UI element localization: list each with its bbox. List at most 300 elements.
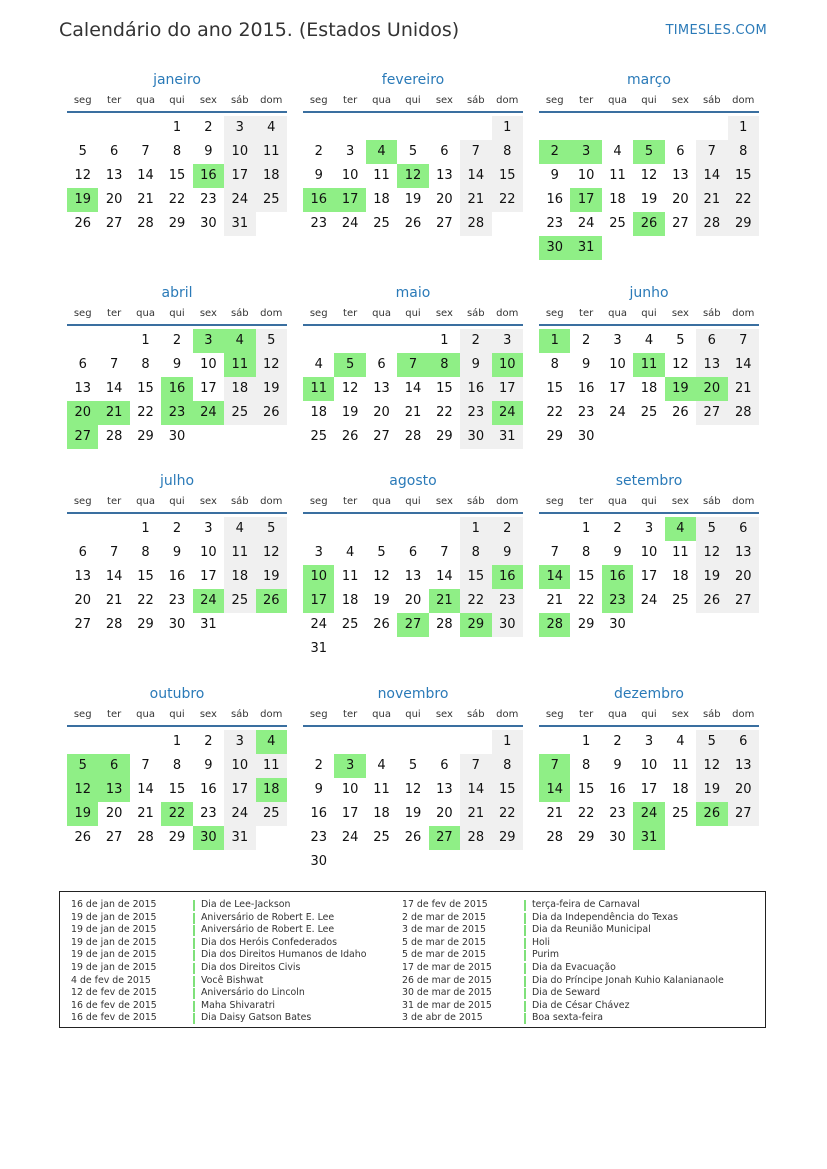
day-cell[interactable]: 7	[109, 545, 119, 560]
day-cell[interactable]: 26	[404, 216, 422, 231]
day-cell[interactable]: 17	[224, 778, 255, 802]
day-cell[interactable]: 14	[137, 782, 154, 797]
day-cell[interactable]: 15	[546, 381, 563, 396]
day-cell[interactable]: 1	[440, 333, 449, 348]
day-cell[interactable]: 26	[672, 405, 689, 420]
day-cell[interactable]: 3	[224, 730, 255, 754]
day-cell[interactable]: 26	[74, 830, 91, 845]
day-cell[interactable]: 9	[550, 168, 559, 183]
day-cell[interactable]: 21	[696, 188, 727, 212]
day-cell[interactable]: 19	[256, 565, 287, 589]
day-cell[interactable]: 30	[577, 429, 595, 444]
brand-logo[interactable]: TIMESLES.COM	[665, 23, 767, 38]
day-cell[interactable]: 17	[200, 381, 217, 396]
day-cell[interactable]: 19	[373, 593, 390, 608]
day-cell[interactable]: 13	[696, 353, 727, 377]
day-cell[interactable]: 29	[137, 617, 154, 632]
day-cell[interactable]: 6	[377, 357, 386, 372]
day-cell[interactable]: 15	[728, 164, 759, 188]
day-cell[interactable]: 13	[74, 381, 91, 396]
day-cell[interactable]: 17	[640, 782, 658, 797]
day-cell[interactable]: 21	[546, 593, 563, 608]
day-cell[interactable]: 25	[373, 216, 390, 231]
day-cell[interactable]: 15	[168, 782, 186, 797]
day-cell[interactable]: 19	[256, 377, 287, 401]
day-cell[interactable]: 13	[74, 569, 91, 584]
day-cell[interactable]: 8	[492, 754, 523, 778]
day-cell[interactable]: 15	[492, 164, 523, 188]
holiday-day-cell[interactable]: 5	[633, 140, 664, 164]
day-cell[interactable]: 29	[492, 826, 523, 850]
holiday-day-cell[interactable]: 12	[67, 778, 98, 802]
day-cell[interactable]: 8	[460, 541, 491, 565]
day-cell[interactable]: 4	[314, 357, 323, 372]
day-cell[interactable]: 2	[172, 333, 182, 348]
day-cell[interactable]: 29	[168, 216, 186, 231]
holiday-day-cell[interactable]: 19	[665, 377, 696, 401]
day-cell[interactable]: 4	[224, 517, 255, 541]
day-cell[interactable]: 2	[204, 734, 213, 749]
day-cell[interactable]: 6	[78, 357, 87, 372]
day-cell[interactable]: 31	[200, 617, 217, 632]
holiday-day-cell[interactable]: 2	[539, 140, 570, 164]
holiday-day-cell[interactable]: 16	[303, 188, 334, 212]
day-cell[interactable]: 9	[581, 357, 591, 372]
day-cell[interactable]: 11	[341, 569, 359, 584]
day-cell[interactable]: 10	[224, 140, 255, 164]
day-cell[interactable]: 6	[728, 517, 759, 541]
day-cell[interactable]: 16	[609, 782, 626, 797]
day-cell[interactable]: 5	[377, 545, 386, 560]
day-cell[interactable]: 6	[676, 144, 685, 159]
day-cell[interactable]: 27	[696, 401, 727, 425]
day-cell[interactable]: 20	[105, 806, 123, 821]
holiday-day-cell[interactable]: 24	[492, 401, 523, 425]
day-cell[interactable]: 20	[728, 778, 759, 802]
day-cell[interactable]: 14	[460, 778, 491, 802]
day-cell[interactable]: 27	[74, 617, 91, 632]
holiday-day-cell[interactable]: 3	[570, 140, 601, 164]
day-cell[interactable]: 12	[373, 569, 390, 584]
day-cell[interactable]: 1	[492, 730, 523, 754]
day-cell[interactable]: 3	[204, 521, 213, 536]
day-cell[interactable]: 20	[436, 806, 453, 821]
day-cell[interactable]: 26	[404, 830, 422, 845]
day-cell[interactable]: 5	[696, 730, 727, 754]
day-cell[interactable]: 12	[256, 353, 287, 377]
day-cell[interactable]: 11	[373, 168, 390, 183]
holiday-day-cell[interactable]: 27	[397, 613, 428, 637]
day-cell[interactable]: 23	[492, 589, 523, 613]
day-cell[interactable]: 21	[460, 188, 491, 212]
day-cell[interactable]: 11	[609, 168, 626, 183]
day-cell[interactable]: 19	[341, 405, 359, 420]
day-cell[interactable]: 22	[492, 802, 523, 826]
day-cell[interactable]: 29	[577, 617, 595, 632]
holiday-day-cell[interactable]: 4	[224, 329, 255, 353]
day-cell[interactable]: 15	[137, 569, 154, 584]
holiday-day-cell[interactable]: 20	[696, 377, 727, 401]
day-cell[interactable]: 9	[204, 758, 213, 773]
day-cell[interactable]: 29	[137, 429, 154, 444]
day-cell[interactable]: 20	[105, 192, 123, 207]
day-cell[interactable]: 8	[172, 144, 182, 159]
day-cell[interactable]: 21	[137, 192, 154, 207]
day-cell[interactable]: 17	[224, 164, 255, 188]
day-cell[interactable]: 25	[609, 216, 626, 231]
holiday-day-cell[interactable]: 7	[397, 353, 428, 377]
day-cell[interactable]: 10	[341, 782, 359, 797]
day-cell[interactable]: 30	[460, 425, 491, 449]
holiday-day-cell[interactable]: 4	[366, 140, 397, 164]
day-cell[interactable]: 15	[137, 381, 154, 396]
day-cell[interactable]: 13	[105, 168, 123, 183]
day-cell[interactable]: 1	[728, 116, 759, 140]
holiday-day-cell[interactable]: 27	[67, 425, 98, 449]
day-cell[interactable]: 21	[460, 802, 491, 826]
day-cell[interactable]: 2	[581, 333, 591, 348]
day-cell[interactable]: 17	[200, 569, 217, 584]
day-cell[interactable]: 7	[141, 758, 150, 773]
day-cell[interactable]: 12	[256, 541, 287, 565]
holiday-day-cell[interactable]: 10	[492, 353, 523, 377]
day-cell[interactable]: 21	[105, 593, 123, 608]
day-cell[interactable]: 25	[256, 802, 287, 826]
day-cell[interactable]: 31	[310, 641, 327, 656]
day-cell[interactable]: 30	[168, 617, 186, 632]
day-cell[interactable]: 5	[696, 517, 727, 541]
holiday-day-cell[interactable]: 17	[334, 188, 365, 212]
day-cell[interactable]: 10	[200, 545, 217, 560]
day-cell[interactable]: 9	[314, 782, 323, 797]
day-cell[interactable]: 30	[200, 216, 217, 231]
day-cell[interactable]: 26	[341, 429, 359, 444]
day-cell[interactable]: 24	[609, 405, 626, 420]
holiday-day-cell[interactable]: 20	[67, 401, 98, 425]
holiday-day-cell[interactable]: 16	[602, 565, 633, 589]
day-cell[interactable]: 3	[224, 116, 255, 140]
day-cell[interactable]: 9	[172, 357, 182, 372]
day-cell[interactable]: 8	[581, 758, 591, 773]
day-cell[interactable]: 31	[224, 212, 255, 236]
holiday-day-cell[interactable]: 31	[570, 236, 601, 260]
day-cell[interactable]: 23	[200, 192, 217, 207]
day-cell[interactable]: 26	[256, 401, 287, 425]
day-cell[interactable]: 12	[640, 168, 658, 183]
day-cell[interactable]: 21	[137, 806, 154, 821]
holiday-day-cell[interactable]: 5	[67, 754, 98, 778]
day-cell[interactable]: 25	[640, 405, 658, 420]
day-cell[interactable]: 1	[172, 120, 182, 135]
day-cell[interactable]: 6	[78, 545, 87, 560]
day-cell[interactable]: 13	[404, 569, 422, 584]
day-cell[interactable]: 13	[436, 168, 453, 183]
day-cell[interactable]: 14	[105, 569, 123, 584]
day-cell[interactable]: 10	[224, 754, 255, 778]
day-cell[interactable]: 28	[105, 617, 123, 632]
day-cell[interactable]: 20	[672, 192, 689, 207]
day-cell[interactable]: 2	[460, 329, 491, 353]
holiday-day-cell[interactable]: 4	[256, 730, 287, 754]
day-cell[interactable]: 24	[341, 216, 359, 231]
day-cell[interactable]: 25	[310, 429, 327, 444]
day-cell[interactable]: 7	[440, 545, 449, 560]
day-cell[interactable]: 15	[577, 782, 595, 797]
holiday-day-cell[interactable]: 14	[539, 565, 570, 589]
day-cell[interactable]: 12	[341, 381, 359, 396]
day-cell[interactable]: 3	[314, 545, 323, 560]
holiday-day-cell[interactable]: 18	[256, 778, 287, 802]
day-cell[interactable]: 19	[404, 806, 422, 821]
day-cell[interactable]: 28	[137, 216, 154, 231]
day-cell[interactable]: 23	[460, 401, 491, 425]
day-cell[interactable]: 1	[141, 333, 150, 348]
day-cell[interactable]: 8	[492, 140, 523, 164]
day-cell[interactable]: 1	[141, 521, 150, 536]
day-cell[interactable]: 14	[137, 168, 154, 183]
holiday-day-cell[interactable]: 28	[539, 613, 570, 637]
holiday-day-cell[interactable]: 11	[633, 353, 664, 377]
day-cell[interactable]: 27	[105, 216, 123, 231]
day-cell[interactable]: 24	[640, 593, 658, 608]
day-cell[interactable]: 3	[644, 734, 654, 749]
day-cell[interactable]: 18	[672, 782, 689, 797]
holiday-day-cell[interactable]: 11	[303, 377, 334, 401]
day-cell[interactable]: 20	[404, 593, 422, 608]
day-cell[interactable]: 25	[224, 401, 255, 425]
day-cell[interactable]: 15	[436, 381, 453, 396]
day-cell[interactable]: 2	[613, 521, 622, 536]
day-cell[interactable]: 28	[460, 212, 491, 236]
day-cell[interactable]: 16	[460, 377, 491, 401]
day-cell[interactable]: 17	[609, 381, 626, 396]
day-cell[interactable]: 29	[436, 429, 453, 444]
day-cell[interactable]: 16	[577, 381, 595, 396]
day-cell[interactable]: 15	[577, 569, 595, 584]
day-cell[interactable]: 29	[577, 830, 595, 845]
holiday-day-cell[interactable]: 24	[193, 589, 224, 613]
day-cell[interactable]: 10	[341, 168, 359, 183]
day-cell[interactable]: 10	[577, 168, 595, 183]
day-cell[interactable]: 6	[728, 730, 759, 754]
day-cell[interactable]: 4	[676, 734, 685, 749]
day-cell[interactable]: 9	[460, 353, 491, 377]
day-cell[interactable]: 1	[492, 116, 523, 140]
day-cell[interactable]: 5	[408, 758, 418, 773]
holiday-day-cell[interactable]: 4	[665, 517, 696, 541]
day-cell[interactable]: 27	[436, 216, 453, 231]
day-cell[interactable]: 18	[672, 569, 689, 584]
day-cell[interactable]: 8	[141, 545, 150, 560]
day-cell[interactable]: 18	[373, 806, 390, 821]
day-cell[interactable]: 20	[373, 405, 390, 420]
day-cell[interactable]: 22	[460, 589, 491, 613]
day-cell[interactable]: 23	[609, 806, 626, 821]
day-cell[interactable]: 25	[256, 188, 287, 212]
holiday-day-cell[interactable]: 27	[429, 826, 460, 850]
day-cell[interactable]: 23	[577, 405, 595, 420]
day-cell[interactable]: 7	[460, 140, 491, 164]
day-cell[interactable]: 17	[640, 569, 658, 584]
day-cell[interactable]: 24	[310, 617, 327, 632]
day-cell[interactable]: 12	[696, 541, 727, 565]
day-cell[interactable]: 5	[676, 333, 685, 348]
day-cell[interactable]: 28	[696, 212, 727, 236]
day-cell[interactable]: 18	[256, 164, 287, 188]
day-cell[interactable]: 3	[613, 333, 622, 348]
holiday-day-cell[interactable]: 7	[539, 754, 570, 778]
day-cell[interactable]: 31	[492, 425, 523, 449]
day-cell[interactable]: 11	[224, 541, 255, 565]
day-cell[interactable]: 22	[436, 405, 453, 420]
day-cell[interactable]: 22	[577, 806, 595, 821]
day-cell[interactable]: 26	[373, 617, 390, 632]
day-cell[interactable]: 7	[728, 329, 759, 353]
day-cell[interactable]: 8	[141, 357, 150, 372]
holiday-day-cell[interactable]: 29	[460, 613, 491, 637]
day-cell[interactable]: 15	[168, 168, 186, 183]
day-cell[interactable]: 9	[492, 541, 523, 565]
holiday-day-cell[interactable]: 26	[696, 802, 727, 826]
holiday-day-cell[interactable]: 19	[67, 802, 98, 826]
day-cell[interactable]: 4	[345, 545, 355, 560]
day-cell[interactable]: 5	[78, 144, 87, 159]
day-cell[interactable]: 6	[440, 144, 449, 159]
day-cell[interactable]: 5	[408, 144, 418, 159]
day-cell[interactable]: 9	[314, 168, 323, 183]
day-cell[interactable]: 18	[609, 192, 626, 207]
day-cell[interactable]: 27	[105, 830, 123, 845]
day-cell[interactable]: 23	[546, 216, 563, 231]
day-cell[interactable]: 3	[644, 521, 654, 536]
holiday-day-cell[interactable]: 16	[161, 377, 192, 401]
holiday-day-cell[interactable]: 31	[633, 826, 664, 850]
day-cell[interactable]: 23	[168, 593, 186, 608]
holiday-day-cell[interactable]: 13	[98, 778, 129, 802]
day-cell[interactable]: 16	[310, 806, 327, 821]
day-cell[interactable]: 2	[314, 758, 323, 773]
day-cell[interactable]: 24	[577, 216, 595, 231]
day-cell[interactable]: 12	[672, 357, 689, 372]
day-cell[interactable]: 24	[224, 188, 255, 212]
day-cell[interactable]: 13	[436, 782, 453, 797]
day-cell[interactable]: 4	[377, 758, 386, 773]
day-cell[interactable]: 11	[256, 140, 287, 164]
day-cell[interactable]: 22	[137, 405, 154, 420]
day-cell[interactable]: 6	[696, 329, 727, 353]
holiday-day-cell[interactable]: 24	[633, 802, 664, 826]
day-cell[interactable]: 19	[404, 192, 422, 207]
holiday-day-cell[interactable]: 12	[397, 164, 428, 188]
day-cell[interactable]: 27	[728, 589, 759, 613]
day-cell[interactable]: 14	[696, 164, 727, 188]
holiday-day-cell[interactable]: 23	[161, 401, 192, 425]
day-cell[interactable]: 15	[460, 565, 491, 589]
day-cell[interactable]: 30	[609, 830, 626, 845]
day-cell[interactable]: 16	[168, 569, 186, 584]
day-cell[interactable]: 7	[550, 545, 559, 560]
day-cell[interactable]: 29	[168, 830, 186, 845]
day-cell[interactable]: 28	[436, 617, 453, 632]
day-cell[interactable]: 22	[546, 405, 563, 420]
holiday-day-cell[interactable]: 22	[161, 802, 192, 826]
day-cell[interactable]: 30	[492, 613, 523, 637]
holiday-day-cell[interactable]: 16	[492, 565, 523, 589]
holiday-day-cell[interactable]: 10	[303, 565, 334, 589]
day-cell[interactable]: 4	[256, 116, 287, 140]
day-cell[interactable]: 5	[256, 329, 287, 353]
day-cell[interactable]: 8	[728, 140, 759, 164]
holiday-day-cell[interactable]: 1	[539, 329, 570, 353]
day-cell[interactable]: 30	[168, 429, 186, 444]
holiday-day-cell[interactable]: 21	[429, 589, 460, 613]
day-cell[interactable]: 10	[640, 758, 658, 773]
day-cell[interactable]: 19	[640, 192, 658, 207]
holiday-day-cell[interactable]: 3	[334, 754, 365, 778]
day-cell[interactable]: 10	[609, 357, 626, 372]
day-cell[interactable]: 6	[109, 144, 119, 159]
day-cell[interactable]: 1	[172, 734, 182, 749]
day-cell[interactable]: 13	[672, 168, 689, 183]
holiday-day-cell[interactable]: 8	[429, 353, 460, 377]
day-cell[interactable]: 16	[200, 782, 217, 797]
day-cell[interactable]: 18	[640, 381, 658, 396]
day-cell[interactable]: 27	[672, 216, 689, 231]
day-cell[interactable]: 2	[172, 521, 182, 536]
day-cell[interactable]: 14	[460, 164, 491, 188]
day-cell[interactable]: 28	[137, 830, 154, 845]
day-cell[interactable]: 20	[74, 593, 91, 608]
day-cell[interactable]: 28	[728, 401, 759, 425]
holiday-day-cell[interactable]: 11	[224, 353, 255, 377]
day-cell[interactable]: 13	[728, 754, 759, 778]
day-cell[interactable]: 14	[105, 381, 123, 396]
day-cell[interactable]: 19	[696, 778, 727, 802]
holiday-day-cell[interactable]: 6	[98, 754, 129, 778]
day-cell[interactable]: 2	[204, 120, 213, 135]
holiday-day-cell[interactable]: 30	[193, 826, 224, 850]
day-cell[interactable]: 19	[696, 565, 727, 589]
holiday-day-cell[interactable]: 26	[256, 589, 287, 613]
day-cell[interactable]: 18	[224, 377, 255, 401]
day-cell[interactable]: 2	[314, 144, 323, 159]
day-cell[interactable]: 25	[373, 830, 390, 845]
day-cell[interactable]: 20	[728, 565, 759, 589]
holiday-day-cell[interactable]: 17	[303, 589, 334, 613]
day-cell[interactable]: 22	[137, 593, 154, 608]
day-cell[interactable]: 6	[408, 545, 418, 560]
day-cell[interactable]: 12	[696, 754, 727, 778]
day-cell[interactable]: 11	[373, 782, 390, 797]
day-cell[interactable]: 23	[200, 806, 217, 821]
day-cell[interactable]: 27	[728, 802, 759, 826]
day-cell[interactable]: 18	[310, 405, 327, 420]
day-cell[interactable]: 28	[404, 429, 422, 444]
day-cell[interactable]: 2	[492, 517, 523, 541]
day-cell[interactable]: 28	[546, 830, 563, 845]
day-cell[interactable]: 1	[581, 734, 591, 749]
day-cell[interactable]: 21	[728, 377, 759, 401]
day-cell[interactable]: 30	[609, 617, 626, 632]
day-cell[interactable]: 25	[341, 617, 359, 632]
day-cell[interactable]: 11	[672, 545, 689, 560]
day-cell[interactable]: 8	[550, 357, 559, 372]
day-cell[interactable]: 6	[440, 758, 449, 773]
day-cell[interactable]: 25	[672, 806, 689, 821]
day-cell[interactable]: 4	[644, 333, 654, 348]
day-cell[interactable]: 3	[492, 329, 523, 353]
day-cell[interactable]: 12	[404, 782, 422, 797]
